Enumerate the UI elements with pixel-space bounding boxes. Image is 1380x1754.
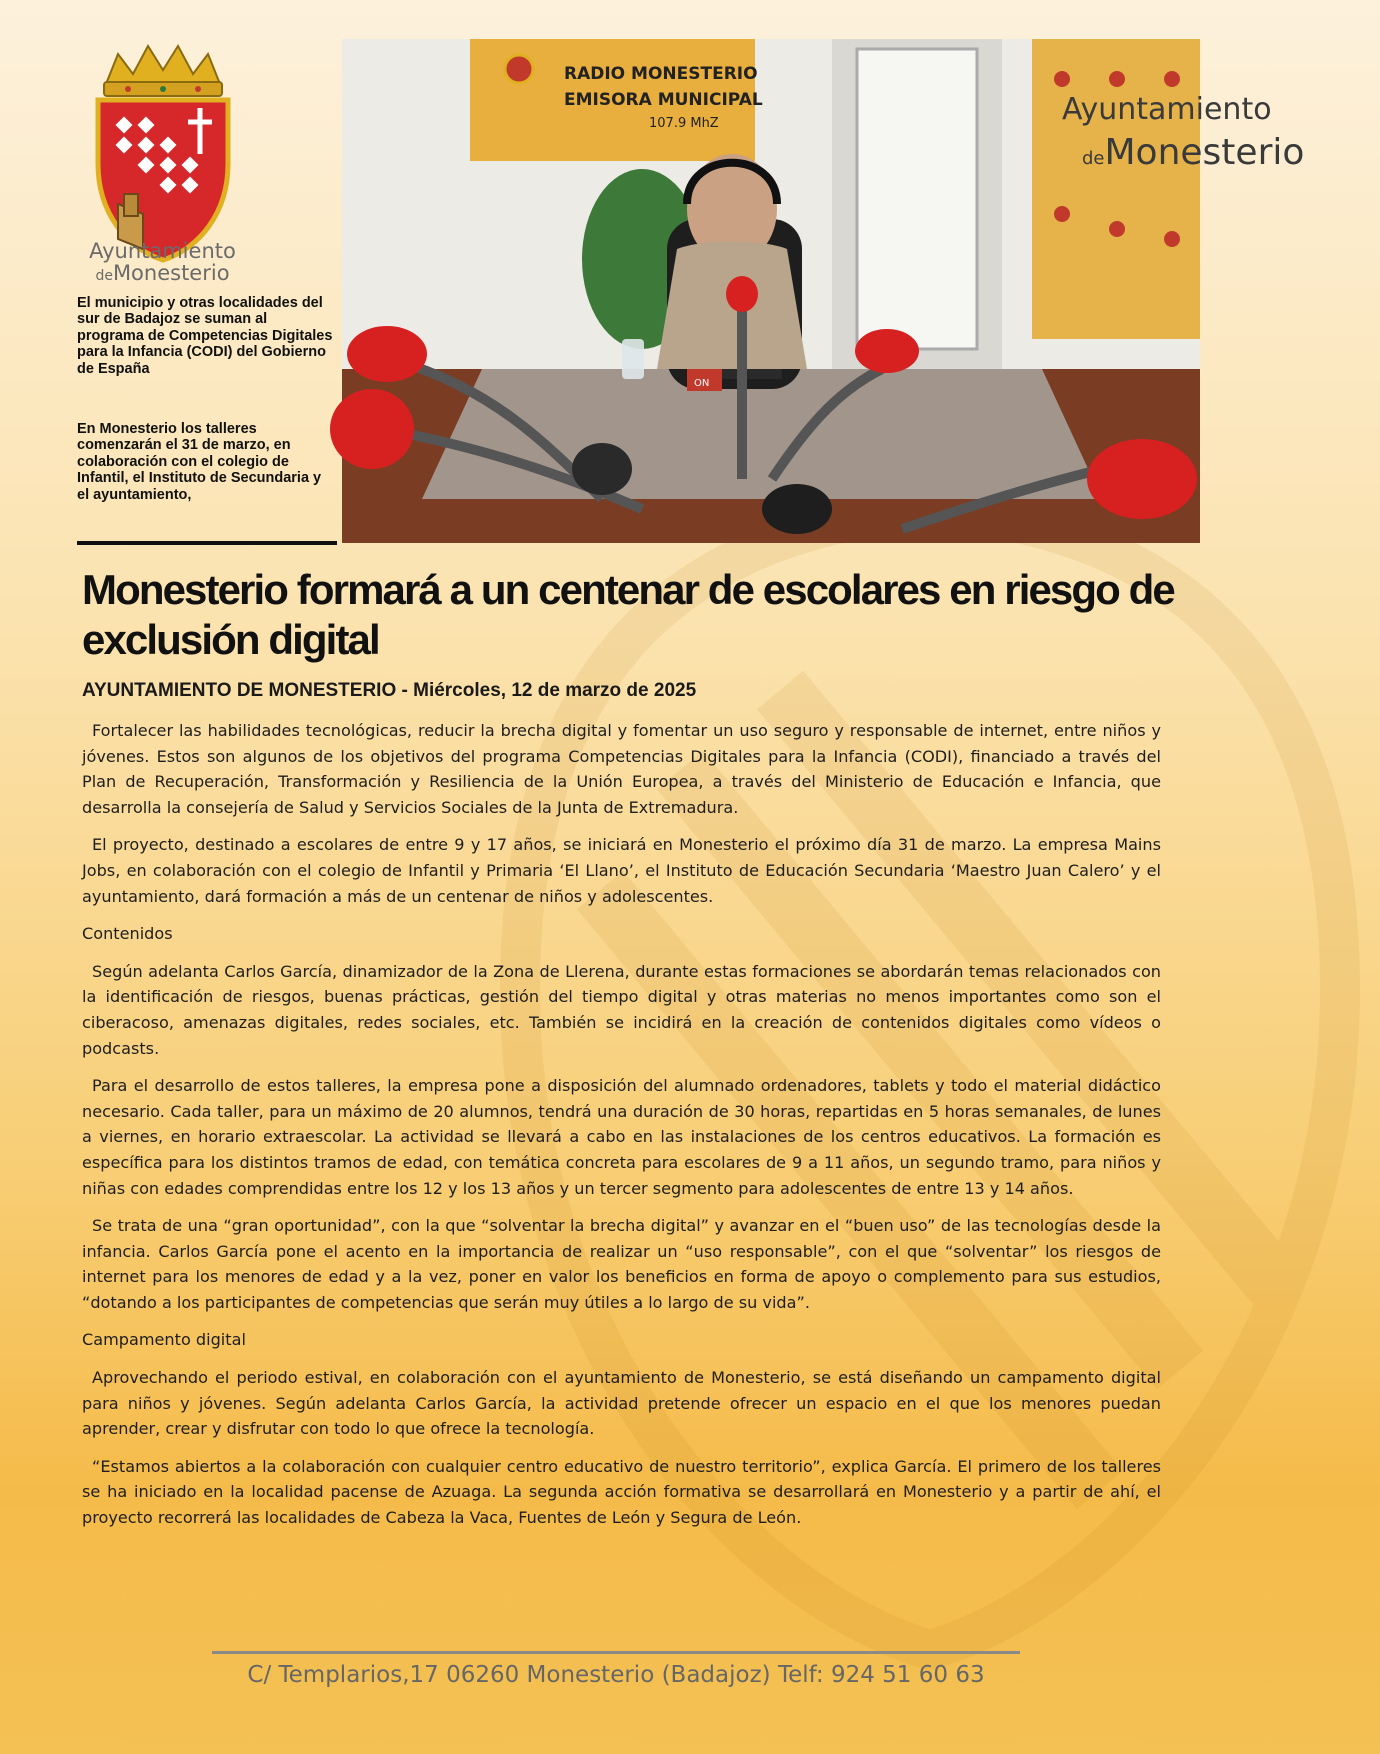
radio-banner-frequency: 107.9 MhZ	[649, 116, 719, 131]
paragraph: Según adelanta Carlos García, dinamizador de la Zona de Llerena, durante estas formaciones se abordarán temas relacionados con la identificación de riesgos, buenas prácticas, gestión del tiempo digital y otras materias no menos importantes como son el ciberacoso, amenazas digitales, redes sociales, etc. También se incidirá en la creación de contenidos digitales como vídeos o podcasts.	[82, 961, 1161, 1058]
paragraph: Se trata de una “gran oportunidad”, con la que “solventar la brecha digital” y avanzar en el “buen uso” de las tecnologías desde la infancia. Carlos García pone el acento en la importancia de realizar un “uso responsable”, con el que “solventar” los riesgos de internet para los menores de edad y a la vez, poner en valor los beneficios en forma de apoyo o complemento para sus estudios, “dotando a los participantes de competencias que serán muy útiles a lo largo de su vida”.	[82, 1216, 1161, 1312]
section-heading: Contenidos	[82, 924, 173, 944]
article-body	[82, 718, 1161, 1543]
footer-divider	[212, 1651, 1020, 1654]
paragraph: Para el desarrollo de estos talleres, la empresa pone a disposición del alumnado ordenadores, tablets y todo el material didáctico necesario. Cada taller, para un máximo de 20 alumnos, tendrá una duración de 30 horas, repartidas en 5 horas semanales, de lunes a viernes, en horario extraescolar. La actividad se llevará a cabo en las instalaciones de los centros educativos. La formación es específica para los distintos tramos de edad, con temática concreta para escolares de 9 a 11 años, un segundo tramo, para niños y niñas con edades comprendidas entre los 12 y los 13 años y un tercer segmento para adolescentes de entre 13 y 14 años.	[82, 1076, 1161, 1198]
paragraph: El proyecto, destinado a escolares de entre 9 y 17 años, se iniciará en Monesterio el próximo día 31 de marzo. La empresa Mains Jobs, en colaboración con el colegio de Infantil y Primaria ‘El Llano’, el Instituto de Educación Secundaria ‘Maestro Juan Calero’ y el ayuntamiento, dará formación a más de un centenar de niños y adolescentes.	[82, 835, 1161, 906]
sidebar-summary-2: En Monesterio los talleres comenzarán el 31 de marzo, en colaboración con el colegio de Infantil, el Instituto de Secundaria y el ayuntamiento,	[77, 421, 322, 503]
section-heading: Campamento digital	[82, 1330, 246, 1350]
sidebar-summary-1: El municipio y otras localidades del sur de Badajoz se suman al programa de Competencias Digitales para la Infancia (CODI) del Gobierno de España	[77, 295, 333, 377]
paragraph: “Estamos abiertos a la colaboración con cualquier centro educativo de nuestro territorio”, explica García. El primero de los talleres se ha iniciado en la localidad pacense de Azuaga. La segunda acción formativa se desarrollará en Monesterio y a partir de ahí, el proyecto recorrerá las localidades de Cabeza la Vaca, Fuentes de León y Segura de León.	[82, 1456, 1161, 1528]
radio-banner-line1: RADIO MONESTERIO	[564, 64, 758, 84]
paragraph: Aprovechando el periodo estival, en colaboración con el ayuntamiento de Monesterio, se está diseñando un campamento digital para niños y jóvenes. Según adelanta Carlos García, la actividad pretende ofrecer un espacio en el que los menores puedan aprender, crear y disfrutar con todo lo que ofrece la tecnología.	[82, 1368, 1161, 1439]
wall-sign-prefix: de	[1082, 148, 1105, 169]
article-byline: AYUNTAMIENTO DE MONESTERIO - Miércoles, 12 de marzo de 2025	[82, 680, 697, 701]
crest-name: Ayuntamiento deMonesterio	[89, 239, 236, 285]
paragraph: Fortalecer las habilidades tecnológicas, reducir la brecha digital y fomentar un uso seguro y responsable de internet, entre niños y jóvenes. Estos son algunos de los objetivos del programa Competencias Digitales para la Infancia (CODI), financiado a través del Plan de Recuperación, Transformación y Resiliencia de la Unión Europea, a través del Ministerio de Educación e Infancia, que desarrolla la consejería de Salud y Servicios Sociales de la Junta de Extremadura.	[82, 721, 1161, 817]
on-air-label: ON	[694, 378, 710, 389]
article-headline: Monesterio formará a un centenar de escolares en riesgo de exclusión digital	[82, 566, 1174, 663]
footer-address: C/ Templarios,17 06260 Monesterio (Badajoz) Telf: 924 51 60 63	[247, 1662, 985, 1688]
radio-studio-photo	[342, 39, 1305, 543]
wall-sign-line1: Ayuntamiento	[1062, 92, 1272, 127]
svg-text:deMonesterio	[1082, 132, 1304, 173]
sidebar-divider	[77, 541, 337, 545]
wall-sign-line2: Monesterio	[1104, 132, 1305, 173]
radio-banner-line2: EMISORA MUNICIPAL	[564, 90, 763, 110]
